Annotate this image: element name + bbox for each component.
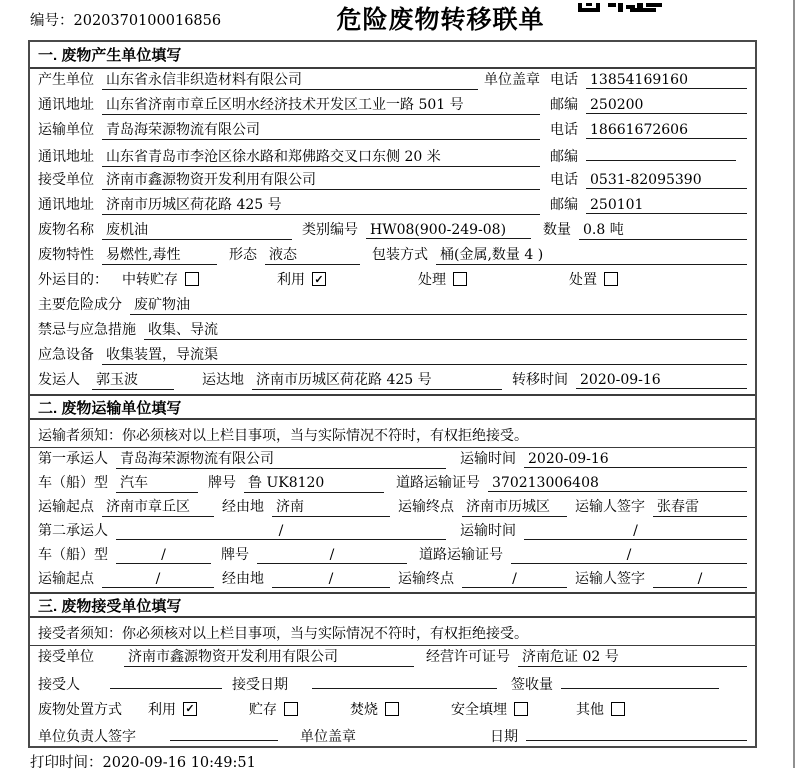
field-label: 运达地 xyxy=(202,372,244,388)
field-label: 电话 xyxy=(550,122,578,138)
option-dispose xyxy=(569,269,618,289)
field-label: 经由地 xyxy=(222,571,264,587)
field-label: 产生单位 xyxy=(38,72,94,88)
field-value: 青岛海荣源物流有限公司 xyxy=(116,448,446,469)
field-label: 单位盖章 xyxy=(300,729,356,745)
field-label: 应急设备 xyxy=(38,347,94,363)
form-row-second-carrier xyxy=(30,520,755,544)
option-other xyxy=(576,699,625,719)
field-label: 接受单位 xyxy=(38,649,94,665)
field-value: 济南市鑫源物资开发利用有限公司 xyxy=(102,169,540,190)
field-value: 收集、导流 xyxy=(144,319,747,340)
option-label: 中转贮存 xyxy=(122,272,178,288)
field-value: / xyxy=(257,547,407,564)
option-utilize xyxy=(148,699,197,719)
field-value: 18661672606 xyxy=(586,122,747,139)
receiver-notice: 接受者须知：你必须核对以上栏目事项，当与实际情况不符时，有权拒绝接受。 xyxy=(30,618,755,646)
checkbox-landfill xyxy=(514,702,528,716)
form-row-consignor xyxy=(30,369,755,394)
checkbox-transit-storage xyxy=(185,272,199,286)
field-value: 370213006408 xyxy=(488,475,747,492)
field-label: 第二承运人 xyxy=(38,523,108,539)
field-value: 张春雷 xyxy=(653,496,747,517)
field-label: 通讯地址 xyxy=(38,97,94,113)
checkbox-utilize xyxy=(183,702,197,716)
field-value: 废矿物油 xyxy=(130,294,747,315)
field-label: 邮编 xyxy=(550,197,578,213)
option-treat xyxy=(418,269,467,289)
field-value: 0531-82095390 xyxy=(586,172,747,189)
form-row-waste-name xyxy=(30,219,755,244)
field-value: 济南市历城区 xyxy=(462,496,567,517)
form-row-responsible-signature xyxy=(30,724,755,750)
form-row-emergency-measures xyxy=(30,319,755,344)
option-label: 贮存 xyxy=(249,701,277,718)
field-value: 收集装置，导流渠 xyxy=(102,344,747,365)
option-utilize xyxy=(277,269,326,289)
field-value: / xyxy=(116,547,211,564)
field-label: 废物处置方式 xyxy=(38,701,122,718)
field-value: 济南市历城区荷花路 425 号 xyxy=(252,369,502,390)
section-2-header: 二. 废物运输单位填写 xyxy=(30,394,755,420)
field-value: 济南危证 02 号 xyxy=(518,646,747,667)
form-row-main-hazard xyxy=(30,294,755,319)
field-label: 车（船）型 xyxy=(38,475,108,491)
field-value: 2020-09-16 xyxy=(576,372,747,389)
field-label: 车（船）型 xyxy=(38,547,108,563)
field-value: 易燃性,毒性 xyxy=(102,244,217,265)
field-value: 济南市章丘区 xyxy=(102,496,214,517)
field-label: 牌号 xyxy=(221,547,249,563)
field-label: 电话 xyxy=(550,72,578,88)
checkbox-utilize xyxy=(312,272,326,286)
field-label: 邮编 xyxy=(550,149,578,165)
field-label: 牌号 xyxy=(208,475,236,491)
print-time: 打印时间：2020-09-16 10:49:51 xyxy=(30,755,256,771)
field-value: 2020-09-16 xyxy=(524,451,747,468)
checkbox-store xyxy=(284,702,298,716)
section-3-header: 三. 废物接受单位填写 xyxy=(30,592,755,618)
form-row-transporter-address xyxy=(30,144,755,169)
field-value xyxy=(110,672,222,689)
field-value xyxy=(561,672,719,689)
field-value: 13854169160 xyxy=(586,72,747,89)
field-label: 通讯地址 xyxy=(38,149,94,165)
option-transit-storage xyxy=(122,269,199,289)
field-label: 转移时间 xyxy=(512,372,568,388)
field-label: 接受单位 xyxy=(38,172,94,188)
option-label: 处理 xyxy=(418,272,446,288)
form-row-receiver-address xyxy=(30,194,755,219)
field-label: 禁忌与应急措施 xyxy=(38,322,136,338)
field-value: 山东省青岛市李沧区徐水路和郑佛路交叉口东侧 20 米 xyxy=(102,146,540,167)
field-label: 外运目的： xyxy=(38,272,108,288)
option-label: 利用 xyxy=(277,272,305,288)
field-label: 形态 xyxy=(229,247,257,263)
field-value: 济南市历城区荷花路 425 号 xyxy=(102,194,540,215)
field-value: 250200 xyxy=(586,97,747,114)
field-label: 废物名称 xyxy=(38,222,94,238)
manifest-form xyxy=(28,40,757,748)
option-label: 其他 xyxy=(576,701,604,718)
form-row-disposal-method xyxy=(30,698,755,724)
field-value: / xyxy=(653,571,747,588)
option-label: 安全填埋 xyxy=(451,701,507,718)
field-label: 运输时间 xyxy=(460,523,516,539)
serial-value: 2020370100016856 xyxy=(73,13,222,29)
field-label: 发运人 xyxy=(38,372,80,388)
field-value: 液态 xyxy=(265,244,360,265)
field-value: / xyxy=(524,523,747,540)
field-value: 桶(金属,数量 4 ) xyxy=(436,244,747,265)
checkbox-other xyxy=(611,702,625,716)
field-label: 数量 xyxy=(543,222,571,238)
field-label: 运输人签字 xyxy=(575,499,645,515)
field-label: 主要危险成分 xyxy=(38,297,122,313)
field-label: 道路运输证号 xyxy=(419,547,503,563)
serial-number xyxy=(30,9,221,30)
field-label: 经由地 xyxy=(222,499,264,515)
field-label: 接受人 xyxy=(38,677,80,693)
field-label: 运输起点 xyxy=(38,571,94,587)
form-row-route-2 xyxy=(30,568,755,592)
field-value: 济南市鑫源物资开发利用有限公司 xyxy=(124,646,414,667)
field-label: 日期 xyxy=(490,729,518,745)
section-1-header: 一. 废物产生单位填写 xyxy=(30,42,755,69)
field-label: 第一承运人 xyxy=(38,451,108,467)
serial-label: 编号： xyxy=(30,13,74,29)
field-value xyxy=(586,144,736,161)
field-label: 邮编 xyxy=(550,97,578,113)
field-label: 电话 xyxy=(550,172,578,188)
field-value: 鲁 UK8120 xyxy=(244,472,384,493)
field-value xyxy=(170,724,278,741)
field-label: 单位盖章 xyxy=(484,72,540,88)
field-value: / xyxy=(102,571,214,588)
form-row-producer-unit xyxy=(30,69,755,94)
field-label: 接受日期 xyxy=(232,677,288,693)
field-value: 山东省永信非织造材料有限公司 xyxy=(102,69,478,90)
field-value: 0.8 吨 xyxy=(579,219,747,240)
form-row-route-1 xyxy=(30,496,755,520)
field-value: / xyxy=(272,571,390,588)
field-value: / xyxy=(511,547,747,564)
field-label: 单位负责人签字 xyxy=(38,729,136,745)
field-value: 废机油 xyxy=(102,219,292,240)
checkmark: ✓ xyxy=(185,702,195,715)
form-row-receiver-person xyxy=(30,672,755,698)
option-store xyxy=(249,699,298,719)
option-label: 焚烧 xyxy=(350,701,378,718)
field-label: 运输时间 xyxy=(460,451,516,467)
form-row-transporter-unit xyxy=(30,119,755,144)
checkbox-dispose xyxy=(604,272,618,286)
field-label: 运输终点 xyxy=(398,499,454,515)
option-label: 处置 xyxy=(569,272,597,288)
field-value: HW08(900-249-08) xyxy=(366,222,531,239)
field-label: 运输起点 xyxy=(38,499,94,515)
field-value: 汽车 xyxy=(116,472,198,493)
field-value: 郭玉波 xyxy=(92,369,174,390)
form-row-producer-address xyxy=(30,94,755,119)
transporter-notice: 运输者须知：你必须核对以上栏目事项，当与实际情况不符时，有权拒绝接受。 xyxy=(30,420,755,448)
field-label: 签收量 xyxy=(511,677,553,693)
checkmark: ✓ xyxy=(314,272,324,286)
form-row-transfer-purpose xyxy=(30,269,755,294)
form-row-vehicle-1 xyxy=(30,472,755,496)
form-row-emergency-equipment xyxy=(30,344,755,369)
field-label: 包装方式 xyxy=(372,247,428,263)
qr-code-fragment xyxy=(578,0,662,9)
field-value: 山东省济南市章丘区明水经济技术开发区工业一路 501 号 xyxy=(102,94,540,115)
field-label: 通讯地址 xyxy=(38,197,94,213)
field-value: 青岛海荣源物流有限公司 xyxy=(102,119,540,140)
form-row-waste-property xyxy=(30,244,755,269)
option-incinerate xyxy=(350,699,399,719)
field-label: 运输终点 xyxy=(398,571,454,587)
field-label: 运输单位 xyxy=(38,122,94,138)
field-value: 250101 xyxy=(586,197,747,214)
field-value: / xyxy=(116,523,446,540)
field-value xyxy=(312,672,497,689)
field-value xyxy=(526,724,747,741)
field-value: 济南 xyxy=(272,496,390,517)
field-label: 经营许可证号 xyxy=(426,649,510,665)
field-label: 道路运输证号 xyxy=(396,475,480,491)
form-row-first-carrier xyxy=(30,448,755,472)
page-title: 危险废物转移联单 xyxy=(336,6,545,34)
form-row-receiving-unit xyxy=(30,646,755,672)
checkbox-treat xyxy=(453,272,467,286)
option-label: 利用 xyxy=(148,701,176,718)
checkbox-incinerate xyxy=(385,702,399,716)
field-label: 运输人签字 xyxy=(575,571,645,587)
option-landfill xyxy=(451,699,528,719)
scan-edge-line xyxy=(793,0,795,768)
field-value: / xyxy=(462,571,567,588)
field-label: 废物特性 xyxy=(38,247,94,263)
form-row-receiver-unit xyxy=(30,169,755,194)
form-row-vehicle-2 xyxy=(30,544,755,568)
field-label: 类别编号 xyxy=(302,222,358,238)
